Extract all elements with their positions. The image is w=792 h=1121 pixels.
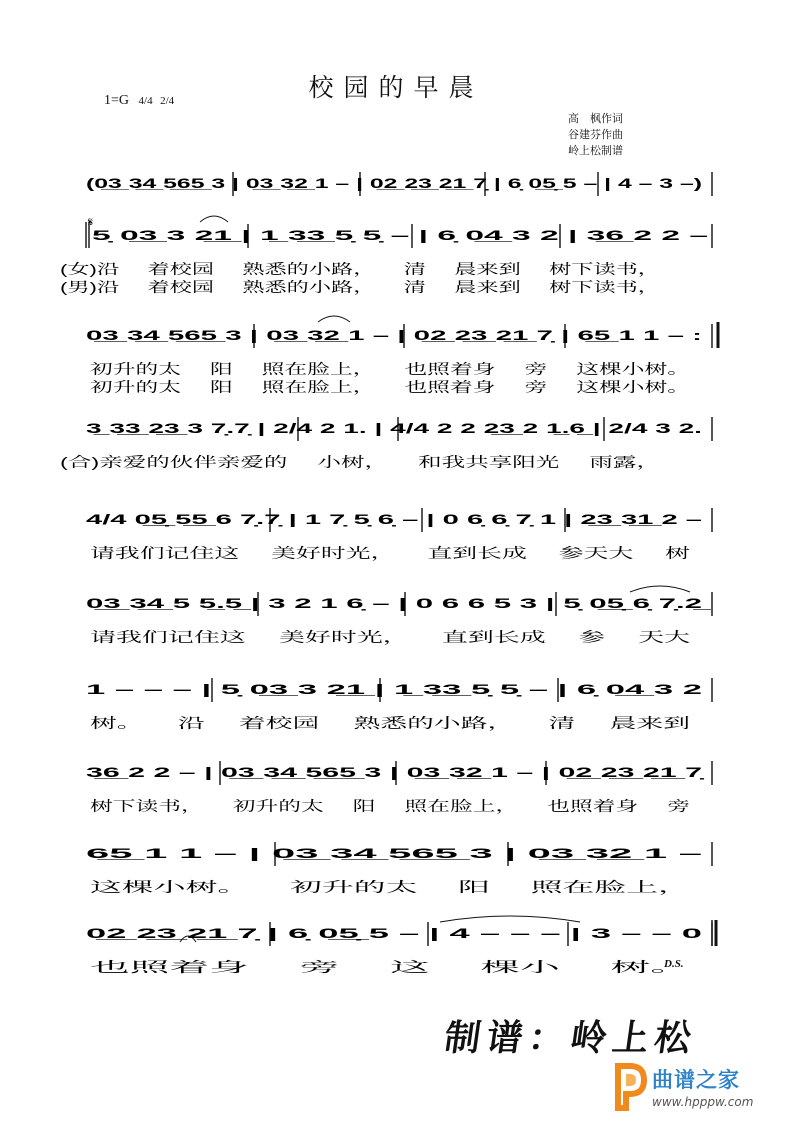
lyric-line: (合)亲爱的伙伴亲爱的 小树， 和我共享阳光 雨露， [60, 454, 417, 470]
site-name[interactable]: 曲谱之家 [652, 1068, 740, 1092]
notation-line: 0̲3̲ 3̲4̲ 5̲6̲5̲ 3 | 0̲3̲ 3̲2̲ 1 – | 0̲2̲ 2̲3̲ 2̲1̲ 7̣ | 6̲5̲ 1 1 – : [86, 327, 702, 343]
segno-sign: 𝄋 [88, 215, 94, 229]
tie-arc [318, 316, 350, 322]
score-system [86, 845, 703, 896]
notation-line: 1 – – – | 5̣ 0̲3̲ 3 2̲1̲ | 1̲ 3̲3̲ 5̣ 5̣ – | 6̣ 0̲4̲ 3 2 [86, 681, 703, 697]
lyric-line: 初升的太 阳 照在脸上， 也照着身 旁 这棵小树。 [90, 379, 460, 395]
score-title: 校园的早晨 [308, 73, 484, 102]
notation-line: 4/4 0̲5̲̣ 5̲5̲ 6 7̣.7̣ | 1 7̣ 5̣ 6̣ – | 0 6̣ 6̣ 7̣ 1 | 2̲3̲ 3̲1̲ 2 – [86, 511, 703, 527]
score-system [60, 227, 709, 296]
notation-line: 5̣ 0̲3̲ 3 2̲1̲ | 1̲ 3̲3̲ 5̣ 5̣ – | 6̣ 0̲4̲ 3 2 | 3̲6̲ 2 2 – [92, 227, 709, 243]
notation-line: 0̲3̲ 3̲4̲ 5 5̲.5̲ | 3 2 1 6̣ – | 0 6 6 5 3 | 5̣ 0̲5̲̣ 6̣ 7̣.2̲ [86, 595, 714, 611]
notation-line: 0̲2̲ 2̲3̲ 2̲1̲ 7̣ | 6̣ 0̲5̲̣ 5 – | 4 – – – | 3 – – 0 [86, 925, 703, 941]
site-url[interactable]: www.hpppw.com [652, 1095, 754, 1109]
transcriber-signature: 制谱：岭上松 [441, 1017, 700, 1059]
lyric-line: (男)沿 着校园 熟悉的小路， 清 晨来到 树下读书， [60, 279, 439, 295]
lyric-line: 也照着身 旁 这 棵小 树。 [90, 959, 690, 975]
ds-mark: D.S. [664, 958, 684, 970]
lyric-line: (女)沿 着校园 熟悉的小路， 清 晨来到 树下读书， [60, 261, 439, 277]
score-system [86, 511, 702, 562]
score-system [86, 681, 703, 732]
tie-arc [200, 216, 228, 222]
tie-arc [630, 586, 690, 592]
key-signature: 1=G [104, 93, 130, 108]
lyricist-credit: 高 枫作词 [568, 112, 623, 125]
site-logo-icon [610, 1060, 650, 1112]
time-signature-4-4: 4/4 [138, 95, 153, 107]
score-system [86, 595, 713, 646]
score-system [86, 175, 702, 191]
notation-line: 3̲ 3̲3̲ 2̲3̲ 3 7̣.7̣ | 2/4 2 1. | 4/4 2 2 2̲3̲ 2 1̲.6̲ | 2/4 3 2. [86, 420, 702, 436]
score-system [86, 764, 704, 815]
lyric-line: 树。 沿 着校园 熟悉的小路， 清 晨来到 [90, 715, 404, 731]
lyric-line: 这棵小树。 初升的太 阳 照在脸上， [90, 879, 354, 895]
tie-arc [440, 916, 580, 922]
time-signature-2-4: 2/4 [160, 95, 175, 107]
composer-credit: 谷建芬作曲 [568, 128, 623, 141]
notation-line: 3̲6̲ 2 2 – | 0̲3̲ 3̲4̲ 5̲6̲5̲ 3 | 0̲3̲ 3̲2̲ 1 – | 0̲2̲ 2̲3̲ 2̲1̲ 7̣ [86, 764, 705, 780]
score-system [86, 925, 703, 975]
score-system [86, 327, 702, 396]
notation-line: 6̲5̲ 1 1 – | 0̲3̲ 3̲4̲ 5̲6̲5̲ 3 | 0̲3̲ 3̲2̲ 1 – [86, 845, 703, 861]
lyric-line: 请我们记住这 美好时光， 直到长成 参天大 树 [90, 545, 428, 561]
lyric-line: 初升的太 阳 照在脸上， 也照着身 旁 这棵小树。 [90, 361, 460, 377]
notation-line: (0̲3̲ 3̲4̲ 5̲6̲5̲ 3 | 0̲3̲ 3̲2̲ 1 – | 0̲2̲ 2̲3̲ 2̲1̲ 7̣ | 6̣ 0̲5̲̣ 5 – | 4 – 3 –) [86, 175, 702, 191]
lyric-line: 请我们记住这 美好时光， 直到长成 参 天大 [90, 629, 414, 645]
transcriber-credit: 岭上松制谱 [568, 144, 623, 157]
lyric-line: 树下读书， 初升的太 阳 照在脸上， 也照着身 旁 [90, 798, 460, 814]
score-system [60, 420, 702, 471]
